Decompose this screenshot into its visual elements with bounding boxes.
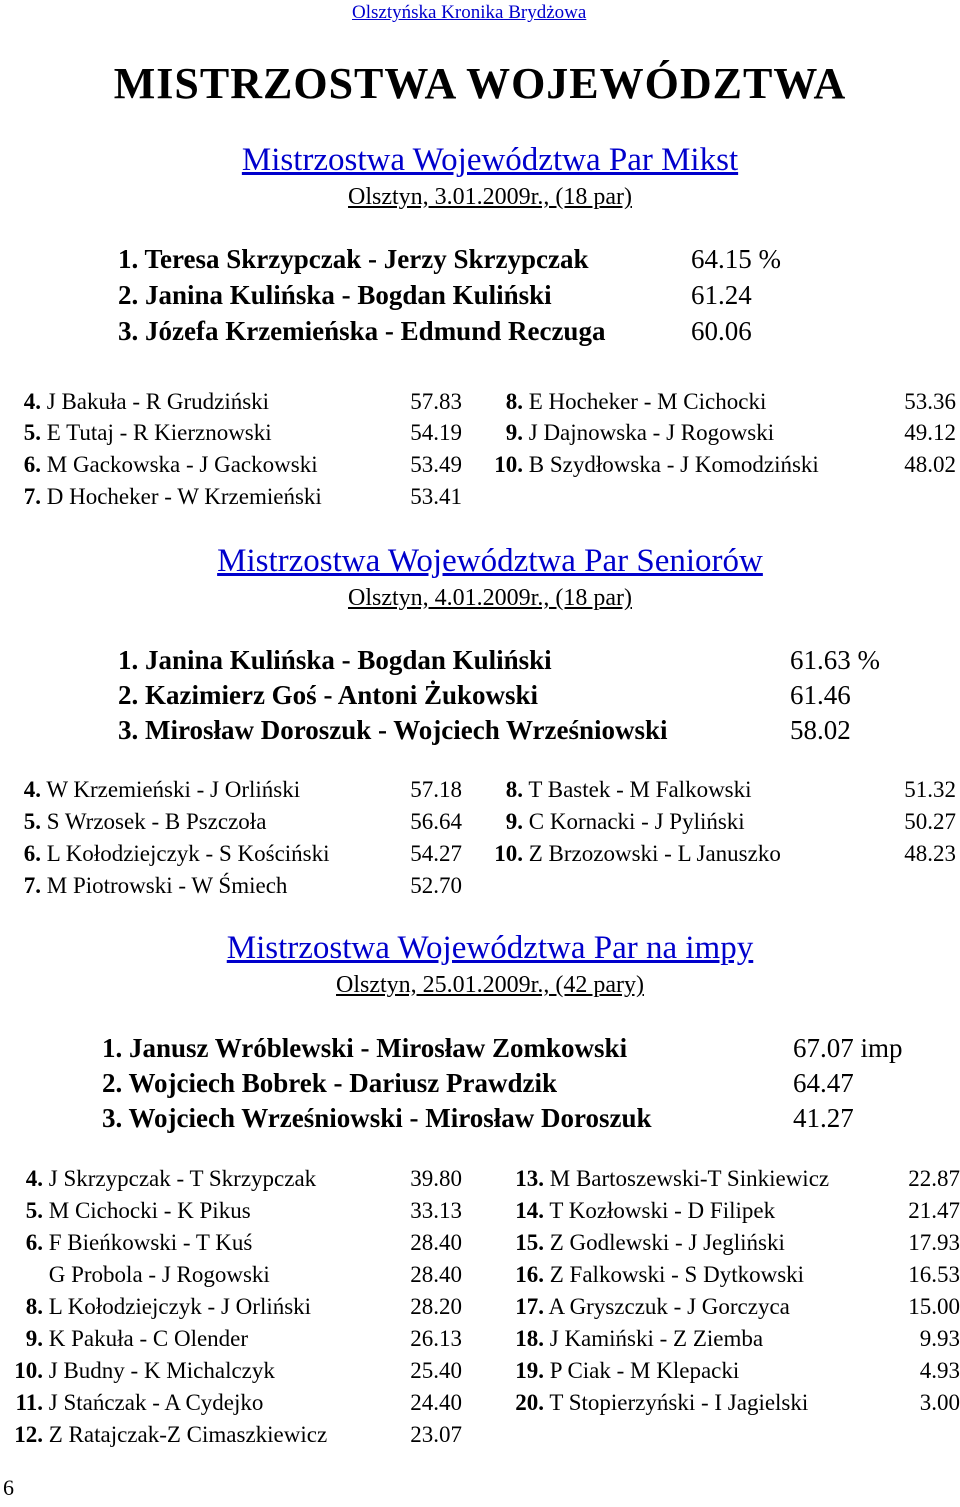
pair-names: G Probola - J Rogowski xyxy=(48,1262,270,1287)
score: 9.93 xyxy=(919,1326,960,1351)
score: 49.12 xyxy=(904,420,956,445)
score: 24.40 xyxy=(410,1390,462,1415)
pair-names: J Dajnowska - J Rogowski xyxy=(528,420,775,445)
pair-names: J Kamiński - Z Ziemba xyxy=(549,1326,764,1351)
pair-names: M Gackowska - J Gackowski xyxy=(46,452,318,477)
score: 23.07 xyxy=(410,1422,462,1447)
rank: 18. xyxy=(515,1326,544,1351)
result-row xyxy=(508,1164,960,1194)
result-row xyxy=(490,807,956,837)
rank: 4. xyxy=(23,389,41,414)
score: 16.53 xyxy=(908,1262,960,1287)
pair-names: L Kołodziejczyk - S Kościński xyxy=(46,841,330,866)
podium-score: 61.24 xyxy=(691,280,752,310)
score: 48.23 xyxy=(904,841,956,866)
score: 53.41 xyxy=(410,484,462,509)
score: 52.70 xyxy=(410,873,462,898)
rank: 10. xyxy=(494,452,523,477)
pair-names: K Pakuła - C Olender xyxy=(48,1326,249,1351)
rank: 19. xyxy=(515,1358,544,1383)
result-row xyxy=(508,1324,960,1354)
rank: 7. xyxy=(23,873,41,898)
rank: 10. xyxy=(14,1358,43,1383)
pair-names: T Kozłowski - D Filipek xyxy=(549,1198,776,1223)
pair-names: L Kołodziejczyk - J Orliński xyxy=(48,1294,312,1319)
pair-names: F Bieńkowski - T Kuś xyxy=(48,1230,253,1255)
podium-score: 61.46 xyxy=(790,680,851,710)
podium-name: 2. Wojciech Bobrek - Dariusz Prawdzik xyxy=(102,1068,557,1098)
rank: 20. xyxy=(515,1390,544,1415)
result-row xyxy=(8,1388,462,1418)
result-row xyxy=(490,387,956,417)
section-subtitle: Olsztyn, 3.01.2009r., (18 par) xyxy=(348,184,632,210)
rank: 17. xyxy=(515,1294,544,1319)
pair-names: Z Brzozowski - L Januszko xyxy=(528,841,781,866)
result-row xyxy=(490,775,956,805)
result-row xyxy=(8,1196,462,1226)
score: 56.64 xyxy=(410,809,462,834)
rank: 11. xyxy=(15,1390,43,1415)
rank: 6. xyxy=(25,1230,43,1255)
pair-names: J Skrzypczak - T Skrzypczak xyxy=(48,1166,317,1191)
section-title[interactable]: Mistrzostwa Województwa Par na impy xyxy=(226,930,754,966)
section-title[interactable]: Mistrzostwa Województwa Par Seniorów xyxy=(217,543,763,579)
result-row xyxy=(14,871,462,901)
score: 28.40 xyxy=(410,1230,462,1255)
score: 3.00 xyxy=(919,1390,960,1415)
rank: 10. xyxy=(494,841,523,866)
podium-name: 2. Kazimierz Goś - Antoni Żukowski xyxy=(118,680,539,710)
score: 21.47 xyxy=(908,1198,960,1223)
pair-names: T Stopierzyński - I Jagielski xyxy=(549,1390,809,1415)
podium-row xyxy=(118,680,851,711)
section-title[interactable]: Mistrzostwa Województwa Par Mikst xyxy=(241,142,739,178)
result-row xyxy=(14,450,462,480)
pair-names: A Gryszczuk - J Gorczyca xyxy=(548,1294,790,1319)
score: 57.18 xyxy=(410,777,462,802)
score: 4.93 xyxy=(919,1358,960,1383)
result-row xyxy=(8,1292,462,1322)
pair-names: J Stańczak - A Cydejko xyxy=(48,1390,264,1415)
pair-names: E Hocheker - M Cichocki xyxy=(528,389,767,414)
podium-name: 3. Mirosław Doroszuk - Wojciech Wrześniowski xyxy=(118,715,668,745)
pair-names: E Tutaj - R Kierznowski xyxy=(46,420,272,445)
podium-name: 3. Józefa Krzemieńska - Edmund Reczuga xyxy=(118,316,606,346)
rank: 8. xyxy=(25,1294,43,1319)
pair-names: W Krzemieński - J Orliński xyxy=(46,777,301,802)
pair-names: B Szydłowska - J Komodziński xyxy=(528,452,819,477)
podium-name: 1. Janusz Wróblewski - Mirosław Zomkowski xyxy=(102,1033,628,1063)
section-subtitle: Olsztyn, 25.01.2009r., (42 pary) xyxy=(336,972,644,998)
rank: 5. xyxy=(23,809,41,834)
podium-score: 64.15 % xyxy=(691,244,781,274)
score: 51.32 xyxy=(904,777,956,802)
podium-score: 41.27 xyxy=(793,1103,854,1133)
podium-name: 2. Janina Kulińska - Bogdan Kuliński xyxy=(118,280,552,310)
pair-names: M Bartoszewski-T Sinkiewicz xyxy=(549,1166,830,1191)
result-row xyxy=(490,450,956,480)
rank: 6. xyxy=(23,452,41,477)
main-title: MISTRZOSTWA WOJEWÓDZTWA xyxy=(113,59,847,108)
podium-row xyxy=(118,280,752,311)
result-row xyxy=(14,482,462,512)
rank: 8. xyxy=(505,389,523,414)
result-row xyxy=(490,418,956,448)
pair-names: M Cichocki - K Pikus xyxy=(48,1198,251,1223)
score: 54.19 xyxy=(410,420,462,445)
rank: 9. xyxy=(25,1326,43,1351)
pair-names: Z Ratajczak-Z Cimaszkiewicz xyxy=(48,1422,328,1447)
podium-score: 60.06 xyxy=(691,316,752,346)
result-row xyxy=(14,387,462,417)
rank: 5. xyxy=(25,1198,43,1223)
result-row xyxy=(490,839,956,869)
rank: 9. xyxy=(505,420,523,445)
rank: 14. xyxy=(515,1198,544,1223)
result-row xyxy=(14,839,462,869)
rank: 4. xyxy=(25,1166,43,1191)
rank: 12. xyxy=(14,1422,43,1447)
score: 57.83 xyxy=(410,389,462,414)
pair-names: Z Falkowski - S Dytkowski xyxy=(549,1262,805,1287)
score: 33.13 xyxy=(410,1198,462,1223)
podium-row xyxy=(102,1033,903,1064)
result-row xyxy=(508,1228,960,1258)
result-row xyxy=(508,1260,960,1290)
header-link[interactable]: Olsztyńska Kronika Brydżowa xyxy=(352,2,587,23)
score: 50.27 xyxy=(904,809,956,834)
pair-names: Z Godlewski - J Jegliński xyxy=(549,1230,785,1255)
rank: 15. xyxy=(515,1230,544,1255)
score: 28.20 xyxy=(410,1294,462,1319)
score: 28.40 xyxy=(410,1262,462,1287)
podium-row xyxy=(118,645,880,676)
page-number: 6 xyxy=(3,1475,14,1500)
podium-score: 67.07 imp xyxy=(793,1033,903,1063)
result-row xyxy=(508,1292,960,1322)
podium-row xyxy=(118,715,851,746)
rank: 6. xyxy=(23,841,41,866)
pair-names: P Ciak - M Klepacki xyxy=(549,1358,740,1383)
pair-names: C Kornacki - J Pyliński xyxy=(528,809,745,834)
podium-row xyxy=(118,244,781,275)
podium-row xyxy=(102,1068,854,1099)
score: 17.93 xyxy=(908,1230,960,1255)
result-row xyxy=(8,1260,462,1290)
podium-name: 3. Wojciech Wrześniowski - Mirosław Doroszuk xyxy=(102,1103,652,1133)
result-row xyxy=(8,1356,462,1386)
score: 48.02 xyxy=(904,452,956,477)
pair-names: D Hocheker - W Krzemieński xyxy=(46,484,322,509)
result-row xyxy=(14,775,462,805)
podium-score: 61.63 % xyxy=(790,645,880,675)
result-row xyxy=(508,1356,960,1386)
pair-names: T Bastek - M Falkowski xyxy=(528,777,752,802)
podium-score: 64.47 xyxy=(793,1068,854,1098)
score: 53.36 xyxy=(904,389,956,414)
podium-row xyxy=(118,316,752,347)
pair-names: J Bakuła - R Grudziński xyxy=(46,389,270,414)
score: 22.87 xyxy=(908,1166,960,1191)
section-subtitle: Olsztyn, 4.01.2009r., (18 par) xyxy=(348,585,632,611)
rank: 16. xyxy=(515,1262,544,1287)
pair-names: S Wrzosek - B Pszczoła xyxy=(46,809,267,834)
rank: 8. xyxy=(505,777,523,802)
result-row xyxy=(8,1164,462,1194)
result-row xyxy=(508,1196,960,1226)
podium-name: 1. Teresa Skrzypczak - Jerzy Skrzypczak xyxy=(118,244,589,274)
rank: 4. xyxy=(23,777,41,802)
result-row xyxy=(14,807,462,837)
score: 25.40 xyxy=(410,1358,462,1383)
rank: 5. xyxy=(23,420,41,445)
result-row xyxy=(8,1420,462,1450)
score: 53.49 xyxy=(410,452,462,477)
result-row xyxy=(8,1324,462,1354)
score: 39.80 xyxy=(410,1166,462,1191)
pair-names: M Piotrowski - W Śmiech xyxy=(46,873,288,898)
result-row xyxy=(14,418,462,448)
score: 54.27 xyxy=(410,841,462,866)
score: 26.13 xyxy=(410,1326,462,1351)
rank: 7. xyxy=(23,484,41,509)
podium-row xyxy=(102,1103,854,1134)
rank: 9. xyxy=(505,809,523,834)
result-row xyxy=(8,1228,462,1258)
podium-score: 58.02 xyxy=(790,715,851,745)
result-row xyxy=(508,1388,960,1418)
rank: 13. xyxy=(515,1166,544,1191)
score: 15.00 xyxy=(908,1294,960,1319)
pair-names: J Budny - K Michalczyk xyxy=(48,1358,275,1383)
podium-name: 1. Janina Kulińska - Bogdan Kuliński xyxy=(118,645,552,675)
